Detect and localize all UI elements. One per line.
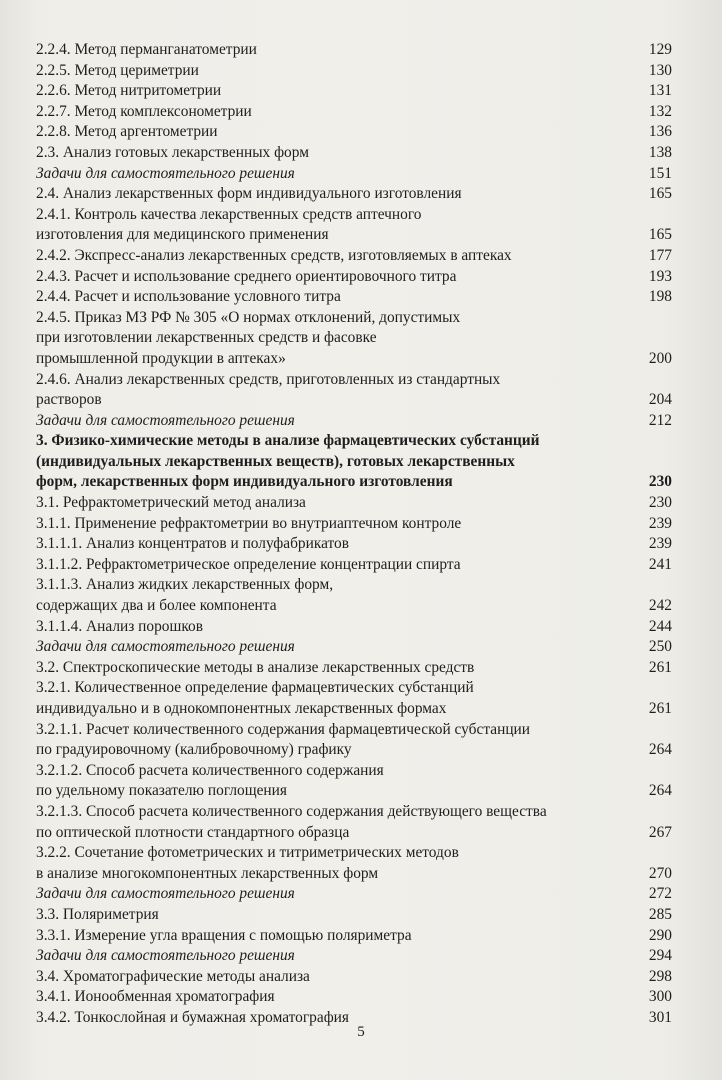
toc-entry-page: 241 — [648, 555, 672, 573]
toc-entry-page: 294 — [648, 947, 672, 965]
toc-entry-page: 204 — [648, 391, 672, 409]
toc-entry-title: 2.2.4. Метод перманганатометрии — [36, 41, 257, 58]
toc-entry — [36, 411, 672, 432]
toc-entry-title: 3.1.1.1. Анализ концентратов и полуфабрикатов — [36, 535, 350, 553]
toc-entry-title: 2.4.2. Экспресс-анализ лекарственных средств, изготовляемых в аптеках — [36, 246, 512, 264]
toc-entry-title: Задачи для самостоятельного решения — [36, 411, 295, 429]
toc-entry-title: Задачи для самостоятельного решения — [36, 947, 295, 965]
toc-entry-title: 2.3. Анализ готовых лекарственных форм — [36, 143, 309, 161]
toc-entry — [36, 40, 672, 61]
toc-entry-page: 129 — [648, 41, 672, 58]
toc-entry-page: 130 — [648, 61, 672, 79]
toc-entry — [36, 164, 672, 185]
toc-entry-page: 270 — [648, 864, 672, 882]
toc-entry-title: 2.4.6. Анализ лекарственных средств, приготовленных из стандартных растворов — [36, 370, 501, 409]
toc-entry-page: 165 — [648, 185, 672, 203]
toc-entry-page: 239 — [648, 535, 672, 553]
toc-entry-page: 151 — [648, 164, 672, 182]
toc-entry — [36, 843, 672, 884]
toc-entry-page: 267 — [648, 823, 672, 841]
toc-entry-page: 212 — [648, 411, 672, 429]
toc-entry-page: 264 — [648, 741, 672, 759]
toc-entry — [36, 534, 672, 555]
toc-entry-title: Задачи для самостоятельного решения — [36, 164, 295, 182]
toc-entry — [36, 246, 672, 267]
toc-entry — [36, 967, 672, 988]
toc-entry-page: 301 — [648, 1008, 672, 1026]
table-of-contents — [36, 40, 672, 1029]
toc-entry-page: 272 — [648, 885, 672, 903]
toc-entry-title: 3.4.2. Тонкослойная и бумажная хроматография — [36, 1008, 349, 1026]
toc-entry — [36, 370, 672, 411]
toc-entry-title: 2.4.1. Контроль качества лекарственных средств аптечного изготовления для медицинского применения — [36, 205, 422, 244]
toc-entry-title: 3.2.2. Сочетание фотометрических и титриметрических методов в анализе многокомпонентных лекарственных форм — [36, 844, 459, 882]
toc-entry — [36, 81, 672, 102]
toc-entry-title: 3.1.1.3. Анализ жидких лекарственных форм, содержащих два и более компонента — [36, 576, 334, 615]
toc-entry — [36, 617, 672, 638]
toc-entry — [36, 431, 672, 493]
toc-entry — [36, 555, 672, 576]
toc-entry — [36, 926, 672, 947]
toc-entry-page: 230 — [648, 473, 672, 491]
toc-entry-page: 261 — [648, 700, 672, 717]
toc-entry-title: 3.4. Хроматографические методы анализа — [36, 967, 310, 985]
toc-entry — [36, 905, 672, 926]
toc-entry-page: 136 — [648, 123, 672, 141]
toc-entry — [36, 720, 672, 761]
toc-entry — [36, 802, 672, 843]
toc-entry — [36, 678, 672, 719]
toc-entry-page: 290 — [648, 926, 672, 944]
toc-entry-title: 3.1.1. Применение рефрактометрии во внутриаптечном контроле — [36, 514, 462, 532]
toc-entry — [36, 514, 672, 535]
toc-entry-page: 230 — [648, 494, 672, 512]
toc-entry — [36, 287, 672, 308]
toc-entry — [36, 61, 672, 82]
toc-entry — [36, 143, 672, 164]
toc-entry-page: 177 — [648, 246, 672, 264]
toc-entry — [36, 575, 672, 616]
toc-entry-title: 2.4.4. Расчет и использование условного титра — [36, 288, 341, 306]
toc-entry-title: 3.1.1.4. Анализ порошков — [36, 617, 204, 635]
toc-entry-page: 264 — [648, 782, 672, 800]
toc-entry — [36, 267, 672, 288]
toc-entry-title: 2.4.3. Расчет и использование среднего ориентировочного титра — [36, 267, 457, 285]
toc-entry-page: 250 — [648, 638, 672, 656]
toc-entry-title: 2.2.7. Метод комплексонометрии — [36, 102, 252, 120]
toc-entry-page: 132 — [648, 102, 672, 120]
toc-entry-title: 3. Физико-химические методы в анализе фармацевтических субстанций (индивидуальных лекарственных веществ), готовых лекарственных форм, лекарственных форм индивидуального изготовления — [36, 432, 540, 491]
toc-entry-page: 242 — [648, 597, 672, 615]
toc-entry — [36, 184, 672, 205]
toc-entry — [36, 102, 672, 123]
toc-entry-title: 2.4.5. Приказ МЗ РФ № 305 «О нормах отклонений, допустимых при изготовлении лекарственных средств и фасовке промышленной продукции в аптеках» — [36, 308, 461, 367]
toc-entry — [36, 884, 672, 905]
toc-entry-title: 3.2.1.3. Способ расчета количественного содержания действующего вещества по оптической плотности стандартного образца — [36, 802, 547, 841]
toc-entry-title: 3.2. Спектроскопические методы в анализе лекарственных средств — [36, 658, 475, 676]
toc-entry-page: 200 — [648, 349, 672, 367]
toc-entry — [36, 987, 672, 1008]
toc-entry — [36, 761, 672, 802]
toc-entry-title: 3.1. Рефрактометрический метод анализа — [36, 494, 306, 512]
toc-entry-page: 285 — [648, 905, 672, 923]
toc-entry-title: 3.3.1. Измерение угла вращения с помощью поляриметра — [36, 926, 412, 944]
toc-entry-page: 198 — [648, 288, 672, 306]
toc-entry-title: 3.2.1.1. Расчет количественного содержания фармацевтической субстанции по градуировочному (калибровочному) графику — [36, 720, 531, 759]
toc-entry — [36, 122, 672, 143]
toc-entry-title: 2.2.6. Метод нитритометрии — [36, 82, 222, 100]
toc-entry-title: Задачи для самостоятельного решения — [36, 638, 295, 656]
toc-entry-page: 138 — [648, 143, 672, 161]
toc-entry-page: 300 — [648, 988, 672, 1006]
toc-entry-page: 239 — [648, 514, 672, 532]
toc-entry-title: 3.2.1.2. Способ расчета количественного содержания по удельному показателю поглощения — [36, 761, 384, 800]
toc-entry-page: 244 — [648, 617, 672, 635]
toc-entry-title: 3.1.1.2. Рефрактометрическое определение концентрации спирта — [36, 555, 461, 573]
toc-entry-page: 298 — [648, 967, 672, 985]
toc-entry-page: 165 — [648, 226, 672, 244]
toc-entry — [36, 946, 672, 967]
toc-entry — [36, 658, 672, 679]
toc-entry-page: 131 — [648, 82, 672, 100]
toc-entry-title: 2.2.8. Метод аргентометрии — [36, 123, 218, 141]
toc-entry — [36, 308, 672, 370]
toc-entry — [36, 205, 672, 246]
toc-entry-page: 261 — [648, 658, 672, 676]
toc-entry-title: 3.3. Поляриметрия — [36, 905, 159, 923]
toc-entry — [36, 637, 672, 658]
toc-entry-title: 3.4.1. Ионообменная хроматография — [36, 988, 275, 1006]
toc-entry-title: 2.4. Анализ лекарственных форм индивидуального изготовления — [36, 185, 462, 203]
toc-entry-title: 2.2.5. Метод цериметрии — [36, 61, 199, 79]
toc-entry-title: 3.2.1. Количественное определение фармацевтических субстанций индивидуально и в однокомпонентных лекарственных формах — [36, 679, 474, 717]
page-number: 5 — [357, 1024, 365, 1040]
toc-entry-title: Задачи для самостоятельного решения — [36, 885, 295, 903]
toc-entry — [36, 493, 672, 514]
toc-entry-page: 193 — [648, 267, 672, 285]
